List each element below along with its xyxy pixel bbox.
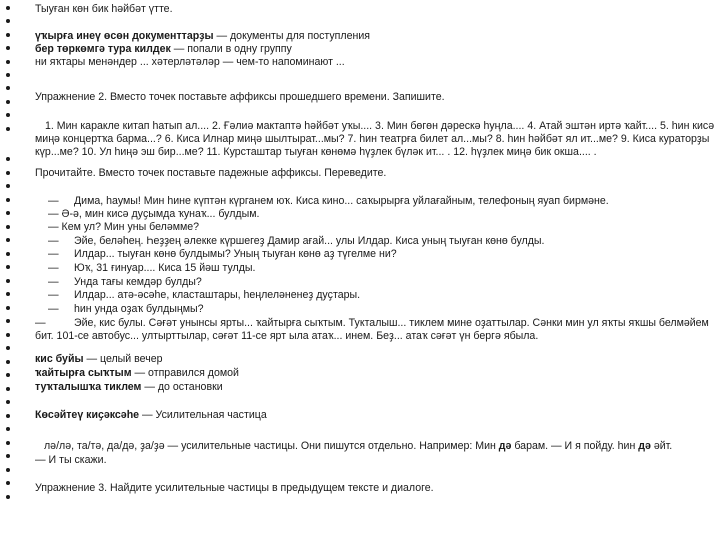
example-particle: дә: [498, 440, 512, 452]
bullet-marker: [6, 238, 10, 242]
bullet-marker: [6, 454, 10, 458]
dialogue-dash: —: [48, 248, 59, 260]
bullet-marker: [6, 252, 10, 256]
vocab-term: ҡайтырға сыҡтым: [35, 367, 132, 379]
vocab-line: [35, 43, 292, 56]
bullet-marker: [6, 346, 10, 350]
dialogue-dash: —: [48, 235, 59, 247]
explanation-text: барам. — И я пойду. һин: [511, 440, 639, 452]
bullet-marker: [6, 481, 10, 485]
bullet-marker: [6, 387, 10, 391]
dialogue-line: [48, 262, 708, 275]
bullet-marker: [6, 279, 10, 283]
exercise-3-heading: Упражнение 3. Найдите усилительные частицы в предыдущем тексте и диалоге.: [35, 482, 434, 494]
bullet-marker: [6, 6, 10, 10]
bullet-marker: [6, 157, 10, 161]
bullet-marker: [6, 198, 10, 202]
dialogue-line: [48, 195, 708, 208]
bullet-marker: [6, 360, 10, 364]
dialogue-line: — Кем ул? Мин уны беләмме?: [48, 221, 200, 233]
bullet-marker: [6, 127, 10, 131]
vocab-term: туҡталышҡа тиклем: [35, 381, 142, 393]
bullet-marker: [6, 184, 10, 188]
bullet-marker: [6, 73, 10, 77]
dialogue-dash: —: [35, 317, 46, 329]
exercise-2-heading: Упражнение 2. Вместо точек поставьте аффиксы прошедшего времени. Запишите.: [35, 91, 445, 103]
dialogue-text: Унда тағы кемдәр булды?: [74, 276, 202, 288]
bullet-marker: [6, 292, 10, 296]
dialogue-text: Эйе, беләһең. Һеҙҙең әлекке күршегеҙ Дамир ағай... улы Илдар. Киса уның тыуған көнө булды.: [74, 235, 545, 247]
dialogue-dash: —: [48, 303, 59, 315]
bullet-marker: [6, 113, 10, 117]
bullet-marker: [6, 306, 10, 310]
bullet-marker: [6, 46, 10, 50]
dialogue-line: — Ә-ә, мин кисә дуҫымда ҡунаҡ... булдым.: [48, 208, 260, 220]
vocab-line: [35, 30, 370, 43]
bullet-marker: [6, 495, 10, 499]
dialogue-line: [48, 276, 708, 289]
particles-translation: — И ты скажи.: [35, 454, 107, 466]
section-translation: — Усилительная частица: [139, 409, 267, 421]
bullet-marker: [6, 265, 10, 269]
dialogue-line: [48, 289, 708, 302]
section-heading: [35, 409, 267, 422]
bullet-marker: [6, 468, 10, 472]
bullet-marker: [6, 441, 10, 445]
dialogue-dash: —: [48, 262, 59, 274]
vocab-translation: — целый вечер: [83, 353, 163, 365]
dialogue-text: Илдар... атә-әсәһе, класташтары, һеңлеләненеҙ дуҫтары.: [74, 289, 361, 301]
vocab-translation: — отправился домой: [131, 367, 239, 379]
bullet-marker: [6, 225, 10, 229]
sentence-line: Тыуған көн бик һәйбәт үтте.: [35, 3, 173, 15]
dialogue-dash: —: [48, 276, 59, 288]
bullet-marker: [6, 60, 10, 64]
dialogue-line: [48, 303, 708, 316]
exercise-2-text: 1. Мин каракле китап һатып ал.... 2. Ғәлиә мактаптә һәйбәт уҡы.... 3. Мин бөгөн дәрескә һуңла.... 4. Атай эштән иртә ҡайт.... 5. һин кисә миңә концертҡа барма...? 6. Киса Илнар миңә шылтырат...мы? 7. һин театрға билет ал...мы? 8. һин һәйбәт ял ит...ме? 9. Киса кураторҙы күр...ме? 10. Ул һиңә эш бир...ме? 11. Курсташтар тыуған көнөмә һүҙлек бүләк ит... . 12. һүҙлек миңә бик окша.... .: [35, 120, 715, 158]
dialogue-line: [48, 235, 708, 248]
bullet-marker: [6, 211, 10, 215]
bullet-marker: [6, 373, 10, 377]
vocab-translation: — до остановки: [141, 381, 223, 393]
bullet-column: [0, 0, 20, 540]
bullet-marker: [6, 427, 10, 431]
bullet-marker: [6, 400, 10, 404]
explanation-text: лә/лә, та/тә, да/дә, ҙа/ҙә — усилительные частицы. Они пишутся отдельно. Например: Мин: [44, 440, 499, 452]
dialogue-line: [48, 248, 708, 261]
bullet-marker: [6, 333, 10, 337]
dialogue-text: Юҡ, 31 ғинуар.... Киса 15 йәш тулды.: [74, 262, 256, 274]
example-particle: дә: [638, 440, 651, 452]
dialogue-text: Илдар... тыуған көнө булдымы? Уның тыуған көнө аҙ түгелме ни?: [74, 248, 397, 260]
dialogue-text: Эйе, кис булы. Сәғәт унынсы ярты... ҡайтырға сыҡтым. Тукталыш... тиклем мине оҙаттылар. Сәнки мин ул яҡты яҡшы белмәйем бит. 101-се автобус... ултырттылар, сәғәт 11-се ярт ыла атаҡ... инем. Беҙ... атаҡ сәғәт үн бергә ябыла.: [35, 317, 709, 342]
vocab-translation: — документы для поступления: [213, 30, 370, 42]
bullet-marker: [6, 414, 10, 418]
instruction-line: Прочитайте. Вместо точек поставьте падежные аффиксы. Переведите.: [35, 167, 387, 179]
vocab-line: [35, 353, 163, 366]
vocab-line: [35, 381, 223, 394]
section-term: Көсәйтеү киҫәксәһе: [35, 409, 140, 421]
vocab-translation: — попали в одну группу: [170, 43, 292, 55]
explanation-text: әйт.: [650, 440, 673, 452]
bullet-marker: [6, 33, 10, 37]
bullet-marker: [6, 171, 10, 175]
bullet-marker: [6, 100, 10, 104]
dialogue-text: һин унда оҙаҡ булдыңмы?: [74, 303, 204, 315]
vocab-line: [35, 367, 239, 380]
dialogue-paragraph: [35, 317, 715, 343]
bullet-marker: [6, 86, 10, 90]
dialogue-dash: —: [48, 289, 59, 301]
vocab-term: бер төркөмгә тура килдек: [35, 43, 171, 55]
dialogue-dash: —: [48, 195, 59, 207]
vocab-term: кис буйы: [35, 353, 84, 365]
bullet-marker: [6, 19, 10, 23]
dialogue-text: Дима, һаумы! Мин һине күптән күрганем юҡ. Киса кино... саҡырырға уйлағайным, телефоның яуап бирмәне.: [74, 195, 609, 207]
vocab-line: ни яҡтары менәндер ... хәтерләтәләр — чем-то напоминают ...: [35, 56, 345, 68]
vocab-term: үҡырға инеү өсөн документтарҙы: [35, 30, 214, 42]
bullet-marker: [6, 319, 10, 323]
particles-explanation: [44, 440, 672, 453]
